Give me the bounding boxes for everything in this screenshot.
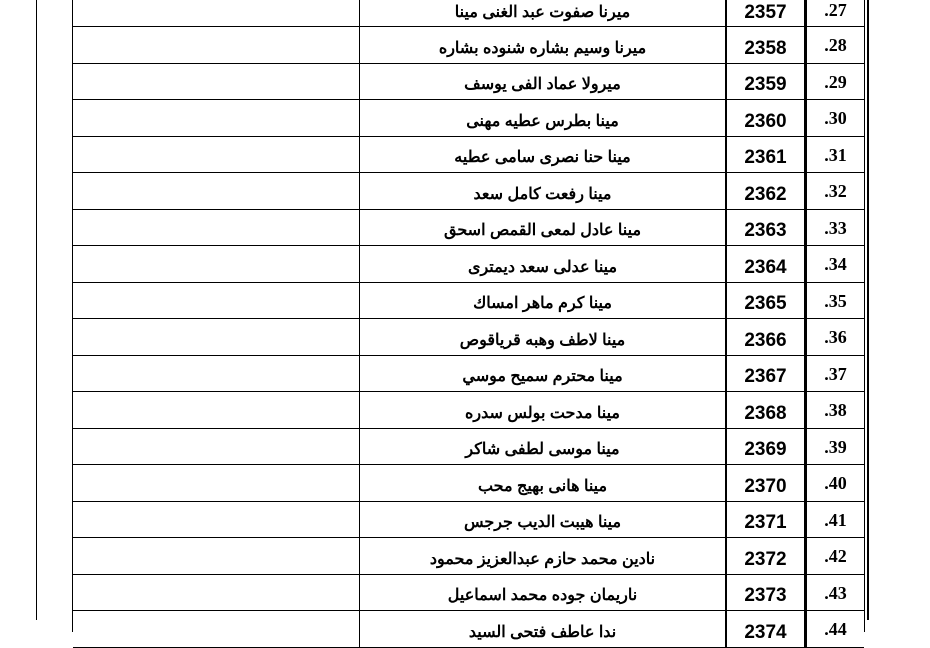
- blank-cell: [73, 246, 360, 282]
- student-name: مينا بطرس عطيه مهنى: [360, 100, 727, 136]
- blank-cell: [73, 210, 360, 246]
- student-name: مينا مدحت بولس سدره: [360, 392, 727, 428]
- blank-cell: [73, 64, 360, 100]
- table-row: [73, 319, 864, 356]
- student-name: مينا موسى لطفى شاكر: [360, 429, 727, 465]
- table-row: [73, 100, 864, 137]
- student-name: مينا عدلى سعد ديمترى: [360, 246, 727, 282]
- row-number: .44: [824, 619, 847, 640]
- row-number: .39: [824, 436, 847, 457]
- student-name: ميرنا صفوت عبد الغنى مينا: [360, 0, 727, 26]
- blank-cell: [73, 100, 360, 136]
- blank-cell: [73, 137, 360, 173]
- student-name: ناريمان جوده محمد اسماعيل: [360, 575, 727, 611]
- table-row: [73, 465, 864, 502]
- row-number: .41: [824, 509, 847, 530]
- blank-cell: [73, 319, 360, 355]
- blank-cell: [73, 538, 360, 574]
- seat-number: 2362: [727, 173, 807, 209]
- table-row: [73, 356, 864, 393]
- table-row: [73, 246, 864, 283]
- seat-number: 2369: [727, 429, 807, 465]
- row-number: .30: [824, 108, 847, 129]
- student-name: مينا هيبت الديب جرجس: [360, 502, 727, 538]
- table-row: [73, 283, 864, 320]
- row-number: .43: [824, 582, 847, 603]
- row-number: .36: [824, 327, 847, 348]
- row-number: .31: [824, 144, 847, 165]
- seat-number: 2358: [727, 27, 807, 63]
- seat-number: 2357: [727, 0, 807, 26]
- row-number: .35: [824, 290, 847, 311]
- seat-number: 2372: [727, 538, 807, 574]
- row-number: .38: [824, 400, 847, 421]
- seat-number: 2365: [727, 283, 807, 319]
- row-number: .33: [824, 217, 847, 238]
- student-name: مينا لاطف وهبه قرياقوص: [360, 319, 727, 355]
- blank-cell: [73, 575, 360, 611]
- table-row: [73, 502, 864, 539]
- table-row: [73, 173, 864, 210]
- seat-number: 2367: [727, 356, 807, 392]
- student-name: ميرنا وسيم بشاره شنوده بشاره: [360, 27, 727, 63]
- row-number: .37: [824, 363, 847, 384]
- blank-cell: [73, 27, 360, 63]
- seat-number: 2373: [727, 575, 807, 611]
- blank-cell: [73, 502, 360, 538]
- blank-cell: [73, 283, 360, 319]
- table-outer-border: [867, 0, 869, 620]
- row-number: .27: [824, 0, 847, 20]
- student-name: مينا هانى بهيج محب: [360, 465, 727, 501]
- student-name: ميرولا عماد الفى يوسف: [360, 64, 727, 100]
- table-row: [73, 64, 864, 101]
- seat-number: 2359: [727, 64, 807, 100]
- table-row: [73, 0, 864, 27]
- blank-cell: [73, 429, 360, 465]
- blank-cell: [73, 0, 360, 26]
- seat-number: 2370: [727, 465, 807, 501]
- row-number: .42: [824, 546, 847, 567]
- seat-number: 2361: [727, 137, 807, 173]
- student-name: مينا كرم ماهر امساك: [360, 283, 727, 319]
- seat-number: 2363: [727, 210, 807, 246]
- seat-number: 2374: [727, 611, 807, 647]
- seat-number: 2360: [727, 100, 807, 136]
- seat-number: 2366: [727, 319, 807, 355]
- student-name: نادين محمد حازم عبدالعزيز محمود: [360, 538, 727, 574]
- table-row: [73, 575, 864, 612]
- student-name: ندا عاطف فتحى السيد: [360, 611, 727, 647]
- student-name: مينا رفعت كامل سعد: [360, 173, 727, 209]
- student-name: مينا حنا نصرى سامى عطيه: [360, 137, 727, 173]
- row-number: .34: [824, 254, 847, 275]
- page-left-border: [36, 0, 37, 620]
- blank-cell: [73, 465, 360, 501]
- table-body: [73, 0, 864, 648]
- blank-cell: [73, 356, 360, 392]
- seat-number: 2364: [727, 246, 807, 282]
- table-row: [73, 392, 864, 429]
- seat-number: 2368: [727, 392, 807, 428]
- table-row: [73, 27, 864, 64]
- blank-cell: [73, 392, 360, 428]
- blank-cell: [73, 173, 360, 209]
- table-row: [73, 538, 864, 575]
- table-row: [73, 137, 864, 174]
- row-number: .40: [824, 473, 847, 494]
- student-table: [72, 0, 865, 643]
- table-row: [73, 611, 864, 648]
- student-name: مينا محترم سميح موسي: [360, 356, 727, 392]
- seat-number: 2371: [727, 502, 807, 538]
- row-number: .29: [824, 71, 847, 92]
- row-number: .28: [824, 35, 847, 56]
- table-row: [73, 210, 864, 247]
- table-row: [73, 429, 864, 466]
- blank-cell: [73, 611, 360, 647]
- student-name: مينا عادل لمعى القمص اسحق: [360, 210, 727, 246]
- row-number: .32: [824, 181, 847, 202]
